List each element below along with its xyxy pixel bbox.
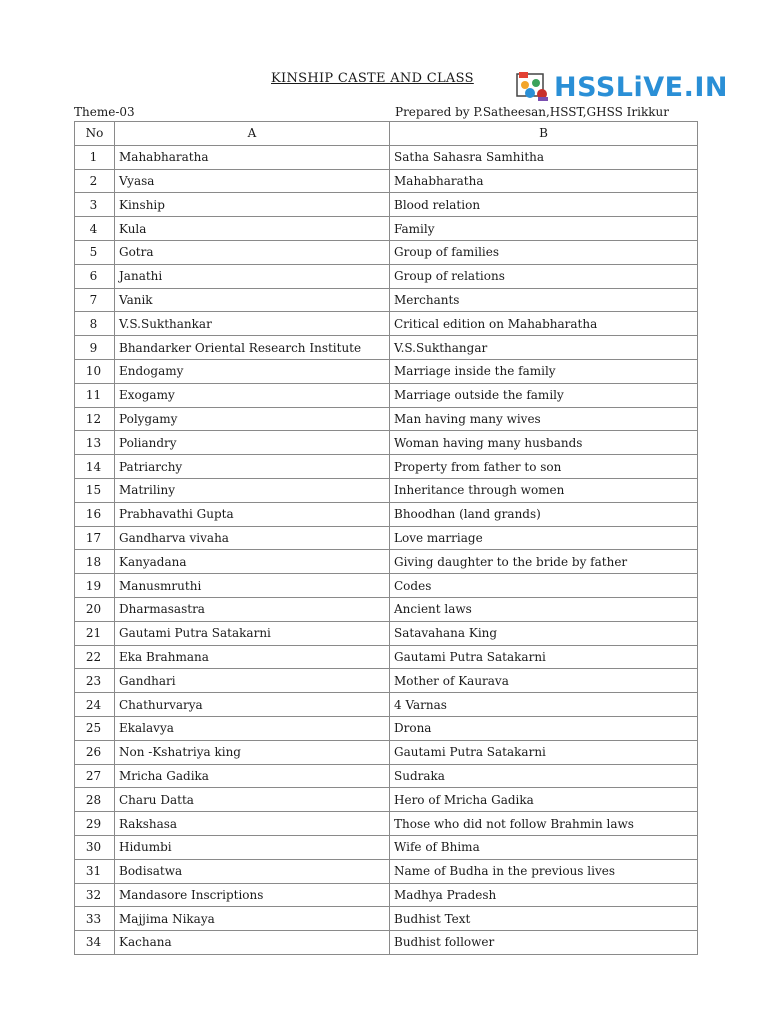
- column-b-cell: Mahabharatha: [390, 169, 698, 193]
- column-a-cell: Matriliny: [115, 478, 390, 502]
- table-header-row: [75, 122, 698, 146]
- table-row: [75, 716, 698, 740]
- table-row: [75, 312, 698, 336]
- column-a-cell: Janathi: [115, 264, 390, 288]
- table-row: [75, 169, 698, 193]
- row-number-cell: 27: [75, 764, 115, 788]
- table-row: [75, 359, 698, 383]
- table-row: [75, 407, 698, 431]
- column-a-cell: Gotra: [115, 240, 390, 264]
- column-a-cell: Chathurvarya: [115, 693, 390, 717]
- column-b-cell: Budhist Text: [390, 907, 698, 931]
- column-a-cell: Patriarchy: [115, 455, 390, 479]
- column-a-cell: Endogamy: [115, 359, 390, 383]
- column-b-cell: Sudraka: [390, 764, 698, 788]
- column-a-cell: Kinship: [115, 193, 390, 217]
- column-b-cell: Codes: [390, 574, 698, 598]
- row-number-cell: 19: [75, 574, 115, 598]
- table-row: [75, 740, 698, 764]
- row-number-cell: 1: [75, 145, 115, 169]
- column-b-cell: 4 Varnas: [390, 693, 698, 717]
- table-row: [75, 574, 698, 598]
- column-b-cell: Wife of Bhima: [390, 835, 698, 859]
- table-row: [75, 597, 698, 621]
- column-b-cell: Marriage outside the family: [390, 383, 698, 407]
- row-number-cell: 12: [75, 407, 115, 431]
- column-b-cell: V.S.Sukthangar: [390, 336, 698, 360]
- logo-text: HSSLiVE.IN: [554, 71, 728, 103]
- table-row: [75, 621, 698, 645]
- row-number-cell: 10: [75, 359, 115, 383]
- table-row: [75, 907, 698, 931]
- row-number-cell: 13: [75, 431, 115, 455]
- row-number-cell: 5: [75, 240, 115, 264]
- column-b-cell: Satha Sahasra Samhitha: [390, 145, 698, 169]
- table-body: [75, 145, 698, 954]
- theme-label: Theme-03: [74, 105, 135, 119]
- column-header-no: No: [75, 122, 115, 146]
- column-a-cell: Polygamy: [115, 407, 390, 431]
- column-a-cell: Poliandry: [115, 431, 390, 455]
- column-b-cell: Love marriage: [390, 526, 698, 550]
- row-number-cell: 20: [75, 597, 115, 621]
- table-row: [75, 336, 698, 360]
- row-number-cell: 23: [75, 669, 115, 693]
- table-row: [75, 288, 698, 312]
- column-b-cell: Ancient laws: [390, 597, 698, 621]
- page-title: KINSHIP CASTE AND CLASS: [271, 71, 474, 86]
- table-row: [75, 550, 698, 574]
- column-a-cell: V.S.Sukthankar: [115, 312, 390, 336]
- table-row: [75, 669, 698, 693]
- row-number-cell: 22: [75, 645, 115, 669]
- row-number-cell: 24: [75, 693, 115, 717]
- table-row: [75, 788, 698, 812]
- column-b-cell: Gautami Putra Satakarni: [390, 645, 698, 669]
- row-number-cell: 16: [75, 502, 115, 526]
- table-row: [75, 478, 698, 502]
- table-row: [75, 859, 698, 883]
- column-a-cell: Majjima Nikaya: [115, 907, 390, 931]
- table-row: [75, 883, 698, 907]
- row-number-cell: 2: [75, 169, 115, 193]
- column-a-cell: Gandharva vivaha: [115, 526, 390, 550]
- column-b-cell: Marriage inside the family: [390, 359, 698, 383]
- column-a-cell: Hidumbi: [115, 835, 390, 859]
- row-number-cell: 34: [75, 931, 115, 955]
- logo-icon: [516, 71, 550, 103]
- row-number-cell: 33: [75, 907, 115, 931]
- prepared-by-label: Prepared by P.Satheesan,HSST,GHSS Irikkur: [395, 105, 669, 119]
- row-number-cell: 3: [75, 193, 115, 217]
- table-row: [75, 240, 698, 264]
- column-a-cell: Rakshasa: [115, 812, 390, 836]
- row-number-cell: 14: [75, 455, 115, 479]
- table-row: [75, 264, 698, 288]
- column-a-cell: Manusmruthi: [115, 574, 390, 598]
- column-a-cell: Vanik: [115, 288, 390, 312]
- row-number-cell: 18: [75, 550, 115, 574]
- row-number-cell: 4: [75, 217, 115, 241]
- column-b-cell: Critical edition on Mahabharatha: [390, 312, 698, 336]
- column-a-cell: Eka Brahmana: [115, 645, 390, 669]
- table-row: [75, 812, 698, 836]
- table-row: [75, 383, 698, 407]
- column-b-cell: Gautami Putra Satakarni: [390, 740, 698, 764]
- column-b-cell: Madhya Pradesh: [390, 883, 698, 907]
- column-header-b: B: [390, 122, 698, 146]
- table-row: [75, 431, 698, 455]
- table-row: [75, 931, 698, 955]
- column-a-cell: Kanyadana: [115, 550, 390, 574]
- row-number-cell: 21: [75, 621, 115, 645]
- table-row: [75, 764, 698, 788]
- row-number-cell: 15: [75, 478, 115, 502]
- column-b-cell: Family: [390, 217, 698, 241]
- column-a-cell: Non -Kshatriya king: [115, 740, 390, 764]
- column-b-cell: Woman having many husbands: [390, 431, 698, 455]
- table-row: [75, 526, 698, 550]
- column-a-cell: Vyasa: [115, 169, 390, 193]
- column-b-cell: Inheritance through women: [390, 478, 698, 502]
- column-b-cell: Man having many wives: [390, 407, 698, 431]
- column-b-cell: Giving daughter to the bride by father: [390, 550, 698, 574]
- column-b-cell: Drona: [390, 716, 698, 740]
- column-b-cell: Bhoodhan (land grands): [390, 502, 698, 526]
- column-a-cell: Kula: [115, 217, 390, 241]
- row-number-cell: 30: [75, 835, 115, 859]
- table-row: [75, 835, 698, 859]
- column-a-cell: Dharmasastra: [115, 597, 390, 621]
- row-number-cell: 6: [75, 264, 115, 288]
- table-row: [75, 145, 698, 169]
- kinship-table: [74, 121, 698, 955]
- column-b-cell: Hero of Mricha Gadika: [390, 788, 698, 812]
- row-number-cell: 28: [75, 788, 115, 812]
- row-number-cell: 31: [75, 859, 115, 883]
- table-row: [75, 455, 698, 479]
- column-header-a: A: [115, 122, 390, 146]
- table-row: [75, 502, 698, 526]
- hsslive-logo: [516, 70, 728, 104]
- row-number-cell: 25: [75, 716, 115, 740]
- table-row: [75, 693, 698, 717]
- row-number-cell: 32: [75, 883, 115, 907]
- column-b-cell: Group of relations: [390, 264, 698, 288]
- column-b-cell: Property from father to son: [390, 455, 698, 479]
- row-number-cell: 9: [75, 336, 115, 360]
- row-number-cell: 29: [75, 812, 115, 836]
- row-number-cell: 8: [75, 312, 115, 336]
- column-b-cell: Group of families: [390, 240, 698, 264]
- column-a-cell: Mandasore Inscriptions: [115, 883, 390, 907]
- column-a-cell: Gautami Putra Satakarni: [115, 621, 390, 645]
- column-a-cell: Bhandarker Oriental Research Institute: [115, 336, 390, 360]
- column-b-cell: Merchants: [390, 288, 698, 312]
- column-a-cell: Charu Datta: [115, 788, 390, 812]
- column-a-cell: Mricha Gadika: [115, 764, 390, 788]
- column-a-cell: Kachana: [115, 931, 390, 955]
- column-b-cell: Those who did not follow Brahmin laws: [390, 812, 698, 836]
- column-a-cell: Gandhari: [115, 669, 390, 693]
- table-row: [75, 193, 698, 217]
- row-number-cell: 26: [75, 740, 115, 764]
- column-b-cell: Mother of Kaurava: [390, 669, 698, 693]
- column-b-cell: Satavahana King: [390, 621, 698, 645]
- column-a-cell: Exogamy: [115, 383, 390, 407]
- row-number-cell: 11: [75, 383, 115, 407]
- column-a-cell: Ekalavya: [115, 716, 390, 740]
- column-b-cell: Name of Budha in the previous lives: [390, 859, 698, 883]
- row-number-cell: 7: [75, 288, 115, 312]
- column-b-cell: Blood relation: [390, 193, 698, 217]
- table-row: [75, 645, 698, 669]
- row-number-cell: 17: [75, 526, 115, 550]
- column-a-cell: Mahabharatha: [115, 145, 390, 169]
- column-b-cell: Budhist follower: [390, 931, 698, 955]
- table-row: [75, 217, 698, 241]
- column-a-cell: Bodisatwa: [115, 859, 390, 883]
- column-a-cell: Prabhavathi Gupta: [115, 502, 390, 526]
